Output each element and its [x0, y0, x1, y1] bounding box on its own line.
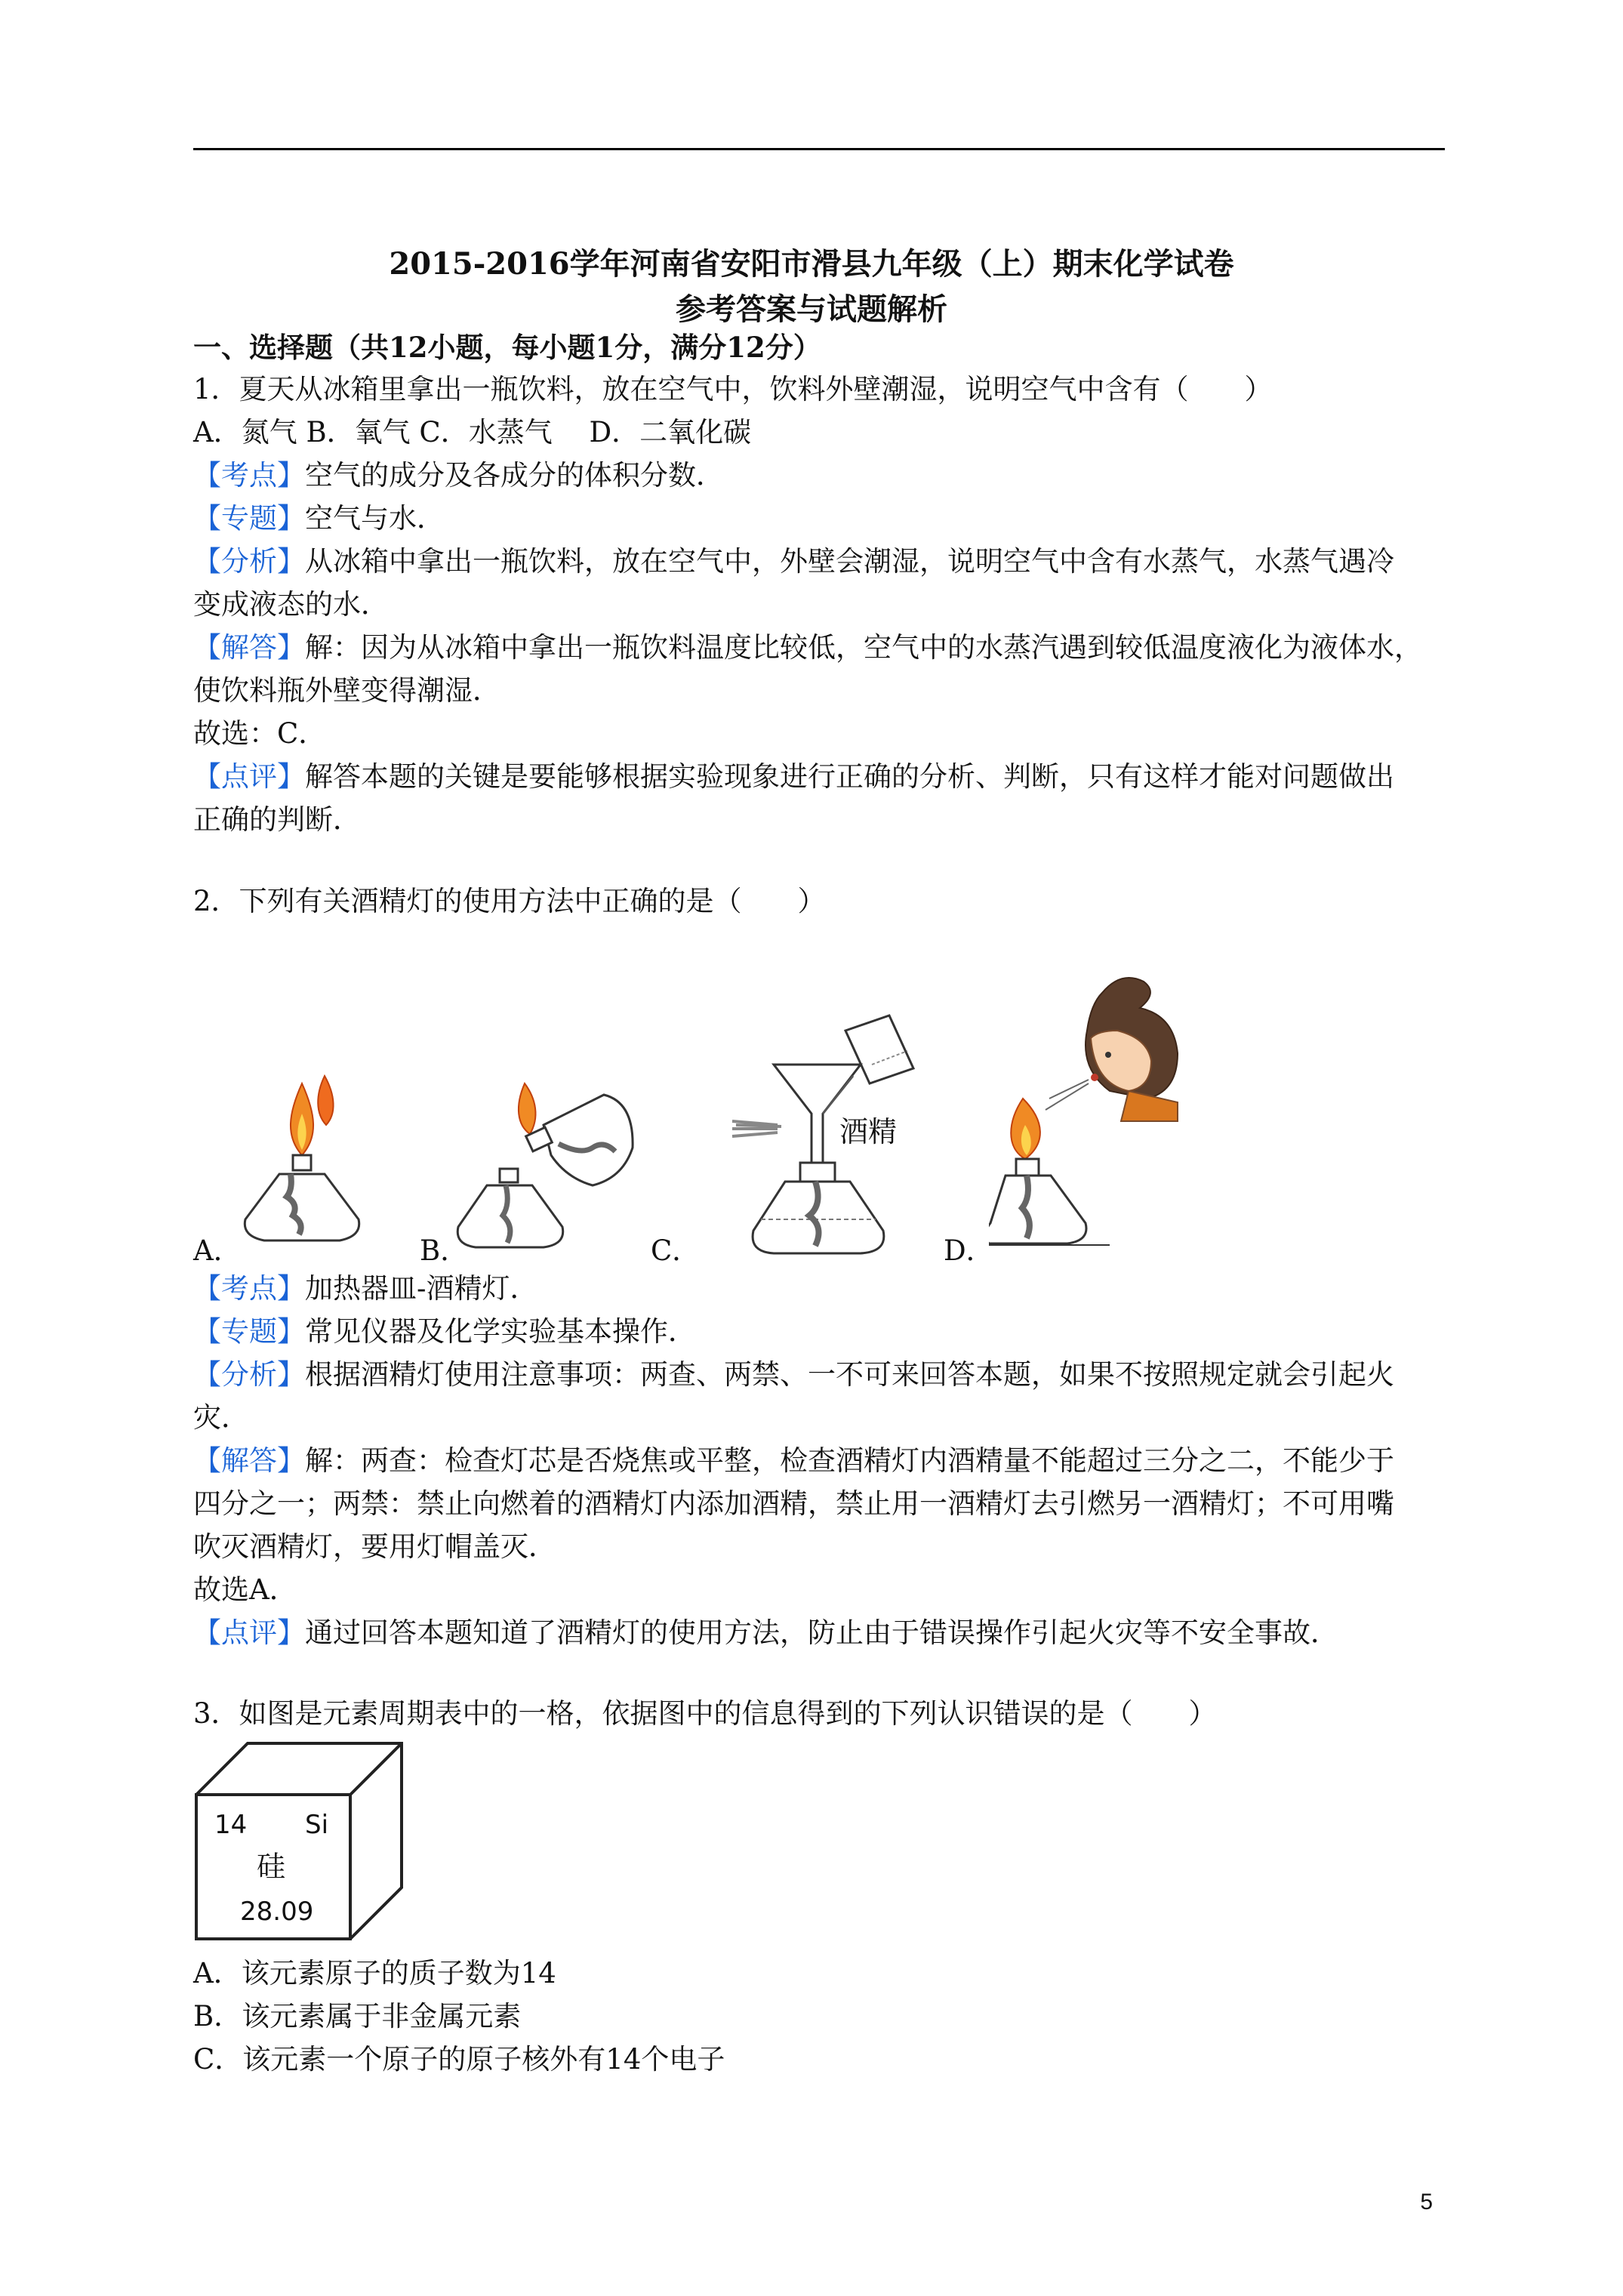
- tag-kaodian: 【考点】: [193, 459, 305, 492]
- q2-figure-b: [453, 1072, 649, 1253]
- tag-dianping: 【点评】: [193, 1616, 305, 1649]
- flame-icon: [291, 1076, 334, 1155]
- alcohol-lamp-icon: [753, 1163, 884, 1253]
- q1-options: A．氮气 B．氧气 C．水蒸气 D．二氧化碳: [193, 416, 752, 448]
- q2-fenxi-text: 根据酒精灯使用注意事项：两查、两禁、一不可来回答本题，如果不按照规定就会引起火: [305, 1358, 1394, 1391]
- element-atomic-mass: 28.09: [240, 1897, 314, 1927]
- tag-jieda: 【解答】: [193, 1444, 305, 1477]
- tag-kaodian: 【考点】: [193, 1272, 305, 1305]
- q1-kaodian-text: 空气的成分及各成分的体积分数．: [305, 459, 724, 492]
- q2-fenxi: [193, 1357, 1394, 1393]
- flame-icon: [1011, 1099, 1040, 1159]
- tag-fenxi: 【分析】: [193, 545, 305, 578]
- q1-dianping-cont: 正确的判断．: [193, 803, 361, 836]
- q3-option-c: C．该元素一个原子的原子核外有14个电子: [193, 2043, 725, 2076]
- flame-icon: [732, 1121, 781, 1136]
- page-number: 5: [1420, 2190, 1433, 2214]
- q2-zhuanti: [193, 1314, 696, 1350]
- q2-figure-a: [226, 1061, 377, 1250]
- header-rule: [193, 148, 1445, 150]
- breath-lines: [1046, 1080, 1089, 1110]
- element-atomic-number: 14: [214, 1810, 248, 1840]
- element-cell-figure: [193, 1740, 412, 1944]
- q2-jieda-cont-1: 四分之一；两禁：禁止向燃着的酒精灯内添加酒精，禁止用一酒精灯去引燃另一酒精灯；不可用嘴: [193, 1487, 1394, 1520]
- element-name: 硅: [257, 1850, 286, 1883]
- document-title: 2015-2016学年河南省安阳市滑县九年级（上）期末化学试卷: [389, 246, 1234, 282]
- q2-jieda-text: 解：两查：检查灯芯是否烧焦或平整，检查酒精灯内酒精量不能超过三分之二，不能少于: [305, 1444, 1394, 1477]
- q2-figure-d: [989, 970, 1223, 1257]
- document-subtitle: 参考答案与试题解析: [676, 291, 947, 327]
- q2-jieda: [193, 1443, 1394, 1479]
- q1-stem: 1．夏天从冰箱里拿出一瓶饮料，放在空气中，饮料外壁潮湿，说明空气中含有（ ）: [193, 373, 1273, 405]
- alcohol-lamp-icon: [457, 1169, 562, 1247]
- tag-jieda: 【解答】: [193, 631, 305, 664]
- q2-fenxi-cont: 灾．: [193, 1401, 249, 1434]
- q1-jieda-text: 解：因为从冰箱中拿出一瓶饮料温度比较低，空气中的水蒸汽遇到较低温度液化为液体水，: [305, 631, 1422, 664]
- q1-zhuanti-text: 空气与水．: [305, 502, 445, 535]
- q3-option-a: A．该元素原子的质子数为14: [193, 1957, 556, 1989]
- alcohol-lamp-icon: [989, 1159, 1110, 1245]
- q2-jieda-cont-2: 吹灭酒精灯，要用灯帽盖灭．: [193, 1530, 556, 1563]
- tag-fenxi: 【分析】: [193, 1358, 305, 1391]
- q2-zhuanti-text: 常见仪器及化学实验基本操作．: [305, 1315, 696, 1348]
- q2-option-c: C．: [651, 1234, 701, 1267]
- tag-zhuanti: 【专题】: [193, 1315, 305, 1348]
- tag-dianping: 【点评】: [193, 760, 305, 793]
- tag-zhuanti: 【专题】: [193, 502, 305, 535]
- q2-option-d: D．: [944, 1234, 994, 1267]
- q3-option-b: B．该元素属于非金属元素: [193, 2000, 522, 2032]
- q2-dianping-text: 通过回答本题知道了酒精灯的使用方法，防止由于错误操作引起火灾等不安全事故．: [305, 1616, 1338, 1649]
- q1-kaodian: [193, 458, 724, 494]
- flame-icon: [519, 1083, 536, 1134]
- q1-fenxi-text: 从冰箱中拿出一瓶饮料，放在空气中，外壁会潮湿，说明空气中含有水蒸气，水蒸气遇冷: [305, 545, 1394, 578]
- q1-answer: 故选：C．: [193, 717, 327, 750]
- q1-fenxi-cont: 变成液态的水．: [193, 588, 389, 621]
- q1-dianping-text: 解答本题的关键是要能够根据实验现象进行正确的分析、判断，只有这样才能对问题做出: [305, 760, 1394, 793]
- alcohol-lamp-icon: [245, 1155, 359, 1240]
- q2-answer: 故选A．: [193, 1573, 297, 1606]
- element-symbol: Si: [305, 1810, 329, 1840]
- q3-stem: 3．如图是元素周期表中的一格，依据图中的信息得到的下列认识错误的是（ ）: [193, 1697, 1217, 1730]
- q1-fenxi: [193, 544, 1394, 580]
- q2-figure-c: [710, 1012, 951, 1257]
- q2-option-a: A．: [193, 1234, 242, 1267]
- tilted-alcohol-lamp-icon: [526, 1095, 633, 1185]
- q1-dianping: [193, 759, 1394, 795]
- person-icon: [1086, 978, 1178, 1121]
- beaker-icon: [845, 1015, 913, 1083]
- q2-kaodian: [193, 1271, 538, 1307]
- q2-dianping: [193, 1615, 1338, 1651]
- q1-zhuanti: [193, 501, 445, 537]
- section-header: 一、选择题（共12小题，每小题1分，满分12分）: [193, 331, 821, 364]
- q2-option-b: B．: [420, 1234, 469, 1267]
- q2-stem: 2．下列有关酒精灯的使用方法中正确的是（ ）: [193, 885, 826, 917]
- q2-kaodian-text: 加热器皿-酒精灯．: [305, 1272, 538, 1305]
- q1-jieda: [193, 630, 1422, 666]
- q1-jieda-cont: 使饮料瓶外壁变得潮湿．: [193, 674, 500, 707]
- figure-c-label: 酒精: [839, 1115, 898, 1148]
